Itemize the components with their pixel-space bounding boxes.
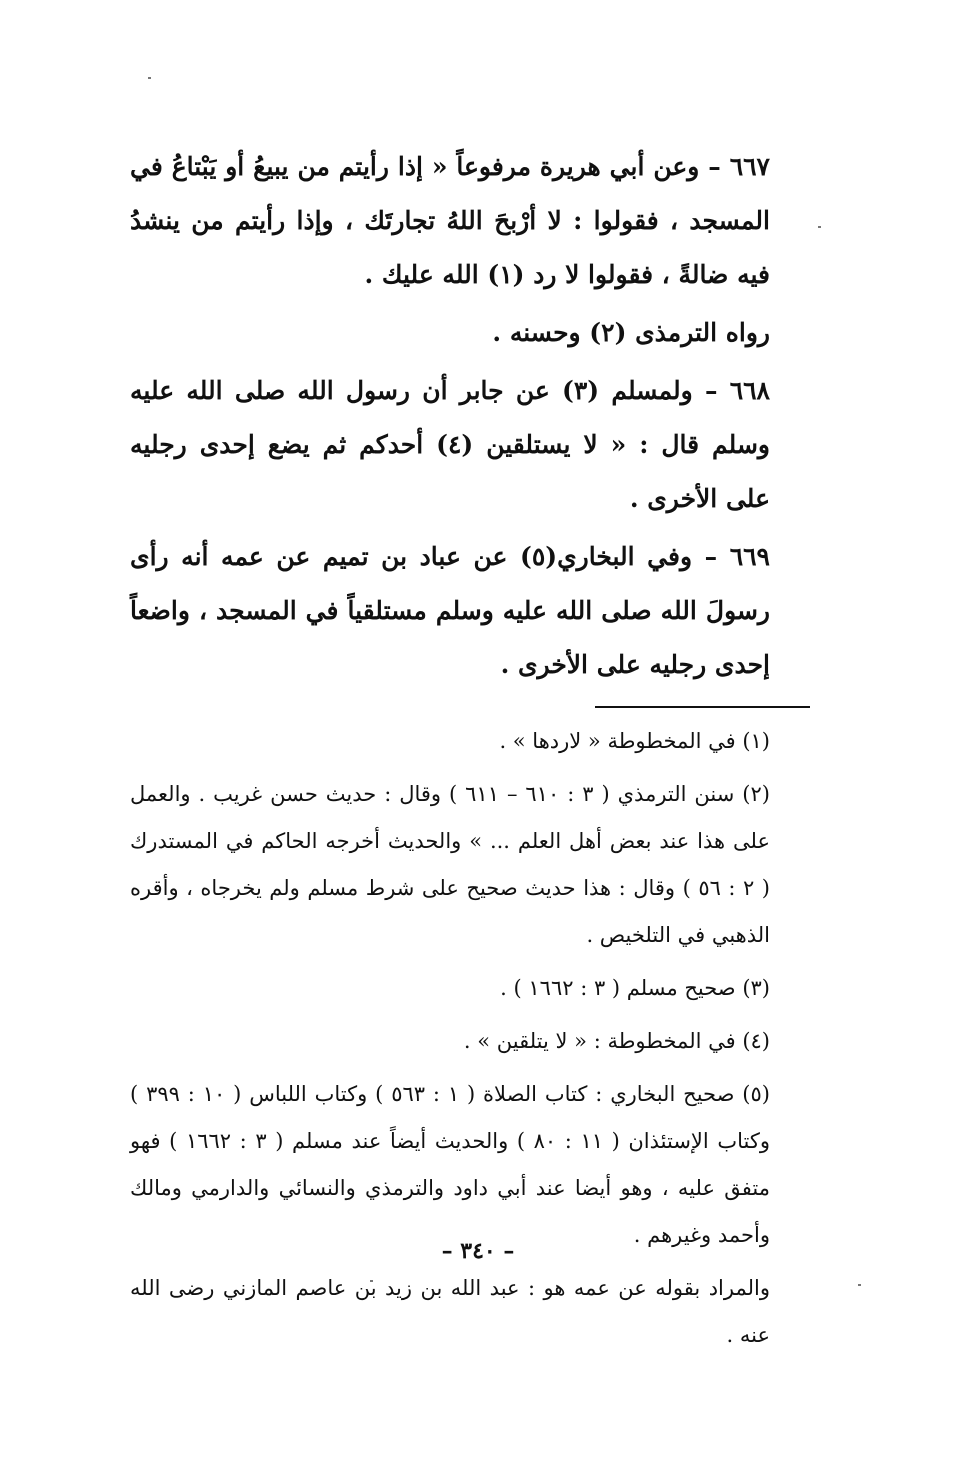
- scan-speck-bottom-right: [858, 1284, 861, 1286]
- main-text: [130, 140, 810, 692]
- scan-speck-right: [818, 226, 821, 228]
- footnote-5: (٥) صحيح البخاري : كتاب الصلاة ( ١ : ٥٦٣ ) وكتاب اللباس ( ١٠ : ٣٩٩ ) وكتاب الإستئذان ( ١١ : ٨٠ ) والحديث أيضاً عند مسلم ( ٣ : ١٦٦٢ ) فهو متفق عليه ، وهو أيضا عند أبي داود والترمذي والنسائي والدارمي ومالك وأحمد وغيرهم .: [130, 1082, 770, 1247]
- footnote-separator: [595, 706, 810, 708]
- scan-speck-top: [148, 77, 151, 79]
- footnote-4: (٤) في المخطوطة : « لا يتلقين » .: [463, 1029, 770, 1053]
- footnote-5-remark: والمراد بقوله عن عمه هو : عبد الله بن زيد بن عاصم المازني رضى الله عنه .: [130, 1276, 770, 1347]
- hadith-667-source: رواه الترمذى (٢) وحسنه .: [492, 318, 770, 347]
- page-body: [130, 140, 810, 1365]
- page-number: – ٣٤٠ –: [441, 1238, 515, 1264]
- footnote-2: (٢) سنن الترمذي ( ٣ : ٦١٠ – ٦١١ ) وقال : حديث حسن غريب . والعمل على هذا عند بعض أهل العلم ... » والحديث أخرجه الحاكم في المستدرك ( ٢ : ٥٦ ) وقال : هذا حديث صحيح على شرط مسلم ولم يخرجاه ، وأقره الذهبي في التلخيص .: [130, 782, 770, 947]
- footnote-1: (١) في المخطوطة « لاردها » .: [499, 729, 770, 753]
- hadith-669: ٦٦٩ – وفي البخاري(٥) عن عباد بن تميم عن عمه أنه رأى رسولَ الله صلى الله عليه وسلم مستلقياً في المسجد ، واضعاً إحدى رجليه على الأخرى .: [130, 542, 770, 679]
- hadith-667: ٦٦٧ – وعن أبي هريرة مرفوعاً « إذا رأيتم من يبيعُ أو يَبْتاعُ في المسجد ، فقولوا : لا أرْبحَ اللهُ تجارتَك ، وإذا رأيتم من ينشدُ فيه ضالةً ، فقولوا لا رد (١) الله عليك .: [130, 152, 770, 289]
- hadith-668: ٦٦٨ – ولمسلم (٣) عن جابر أن رسول الله صلى الله عليه وسلم قال : « لا يستلقين (٤) أحدكم ثم يضع إحدى رجليه على الأخرى .: [130, 376, 770, 513]
- footnote-3: (٣) صحيح مسلم ( ٣ : ١٦٦٢ ) .: [500, 976, 770, 1000]
